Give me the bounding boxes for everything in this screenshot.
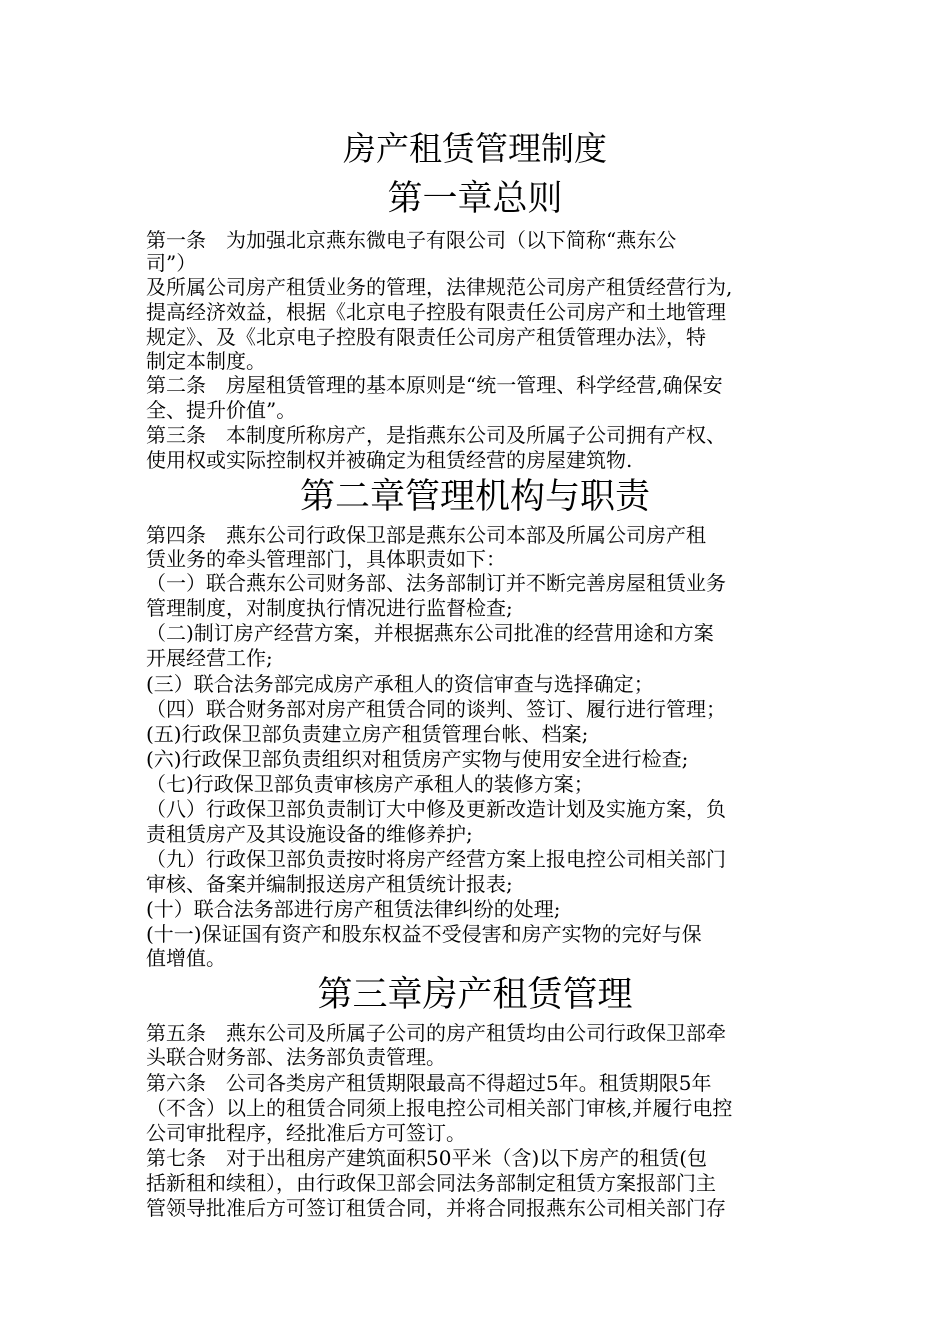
chapter-heading-2: 第二章管理机构与职责 [299,477,650,517]
body-line: 使用权或实际控制权并被确定为租赁经营的房屋建筑物. [146,448,633,472]
body-line: 制定本制度。 [146,349,266,373]
body-line: 赁业务的牵头管理部门，具体职责如下： [146,547,506,571]
body-line: （七)行政保卫部负责审核房产承租人的装修方案； [146,772,594,796]
chapter-heading-1: 第一章总则 [387,179,563,219]
body-line: (六)行政保卫部负责组织对租赁房产实物与使用安全进行检查; [146,747,689,771]
body-line: （八）行政保卫部负责制订大中修及更新改造计划及实施方案，负 [146,797,726,821]
body-line: （九）行政保卫部负责按时将房产经营方案上报电控公司相关部门 [146,847,726,871]
body-line: 第二条 房屋租赁管理的基本原则是“统一管理、科学经营,确保安 [146,373,723,397]
body-line: 第六条 公司各类房产租赁期限最高不得超过5年。租赁期限5年 [146,1071,712,1095]
body-line: 值增值。 [146,946,226,970]
body-line: 开展经营工作; [146,646,273,670]
body-line: (三）联合法务部完成房产承租人的资信审查与选择确定； [146,672,654,696]
body-line: 规定》、及《北京电子控股有限责任公司房产租赁管理办法》，特 [146,325,706,349]
body-line: 审核、备案并编制报送房产租赁统计报表; [146,872,513,896]
body-line: 提高经济效益，根据《北京电子控股有限责任公司房产和土地管理 [146,300,726,324]
body-line: 头联合财务部、法务部负责管理。 [146,1045,446,1069]
body-line: 管理制度，对制度执行情况进行监督检查; [146,596,513,620]
chapter-heading-3: 第三章房产租赁管理 [317,975,633,1015]
body-line: 责租赁房产及其设施设备的维修养护; [146,822,473,846]
body-line: 及所属公司房产租赁业务的管理，法律规范公司房产租赁经营行为, [146,275,733,299]
body-line: 全、提升价值”。 [146,398,297,422]
body-line: (五)行政保卫部负责建立房产租赁管理台帐、档案; [146,722,589,746]
body-line: 第三条 本制度所称房产，是指燕东公司及所属子公司拥有产权、 [146,423,726,447]
body-line: 括新租和续租），由行政保卫部会同法务部制定租赁方案报部门主 [146,1171,716,1195]
body-line: 管领导批准后方可签订租赁合同，并将合同报燕东公司相关部门存 [146,1196,726,1220]
body-line: 第一条 为加强北京燕东微电子有限公司（以下简称“燕东公 [146,228,677,252]
body-line: 司”） [146,251,197,275]
body-line: （四）联合财务部对房产租赁合同的谈判、签订、履行进行管理； [146,697,726,721]
body-line: （一）联合燕东公司财务部、法务部制订并不断完善房屋租赁业务 [146,571,726,595]
body-line: 第五条 燕东公司及所属子公司的房产租赁均由公司行政保卫部牵 [146,1021,726,1045]
document-title: 房产租赁管理制度 [343,129,607,168]
body-line: （二)制订房产经营方案，并根据燕东公司批准的经营用途和方案 [146,621,714,645]
body-line: 第四条 燕东公司行政保卫部是燕东公司本部及所属公司房产租 [146,523,706,547]
body-line: (十）联合法务部进行房产租赁法律纠纷的处理; [146,897,561,921]
body-line: 公司审批程序，经批准后方可签订。 [146,1121,466,1145]
body-line: 第七条 对于出租房产建筑面积50平米（含)以下房产的租赁(包 [146,1146,708,1170]
body-line: （不含）以上的租赁合同须上报电控公司相关部门审核,并履行电控 [146,1096,733,1120]
body-line: (十一)保证国有资产和股东权益不受侵害和房产实物的完好与保 [146,922,702,946]
